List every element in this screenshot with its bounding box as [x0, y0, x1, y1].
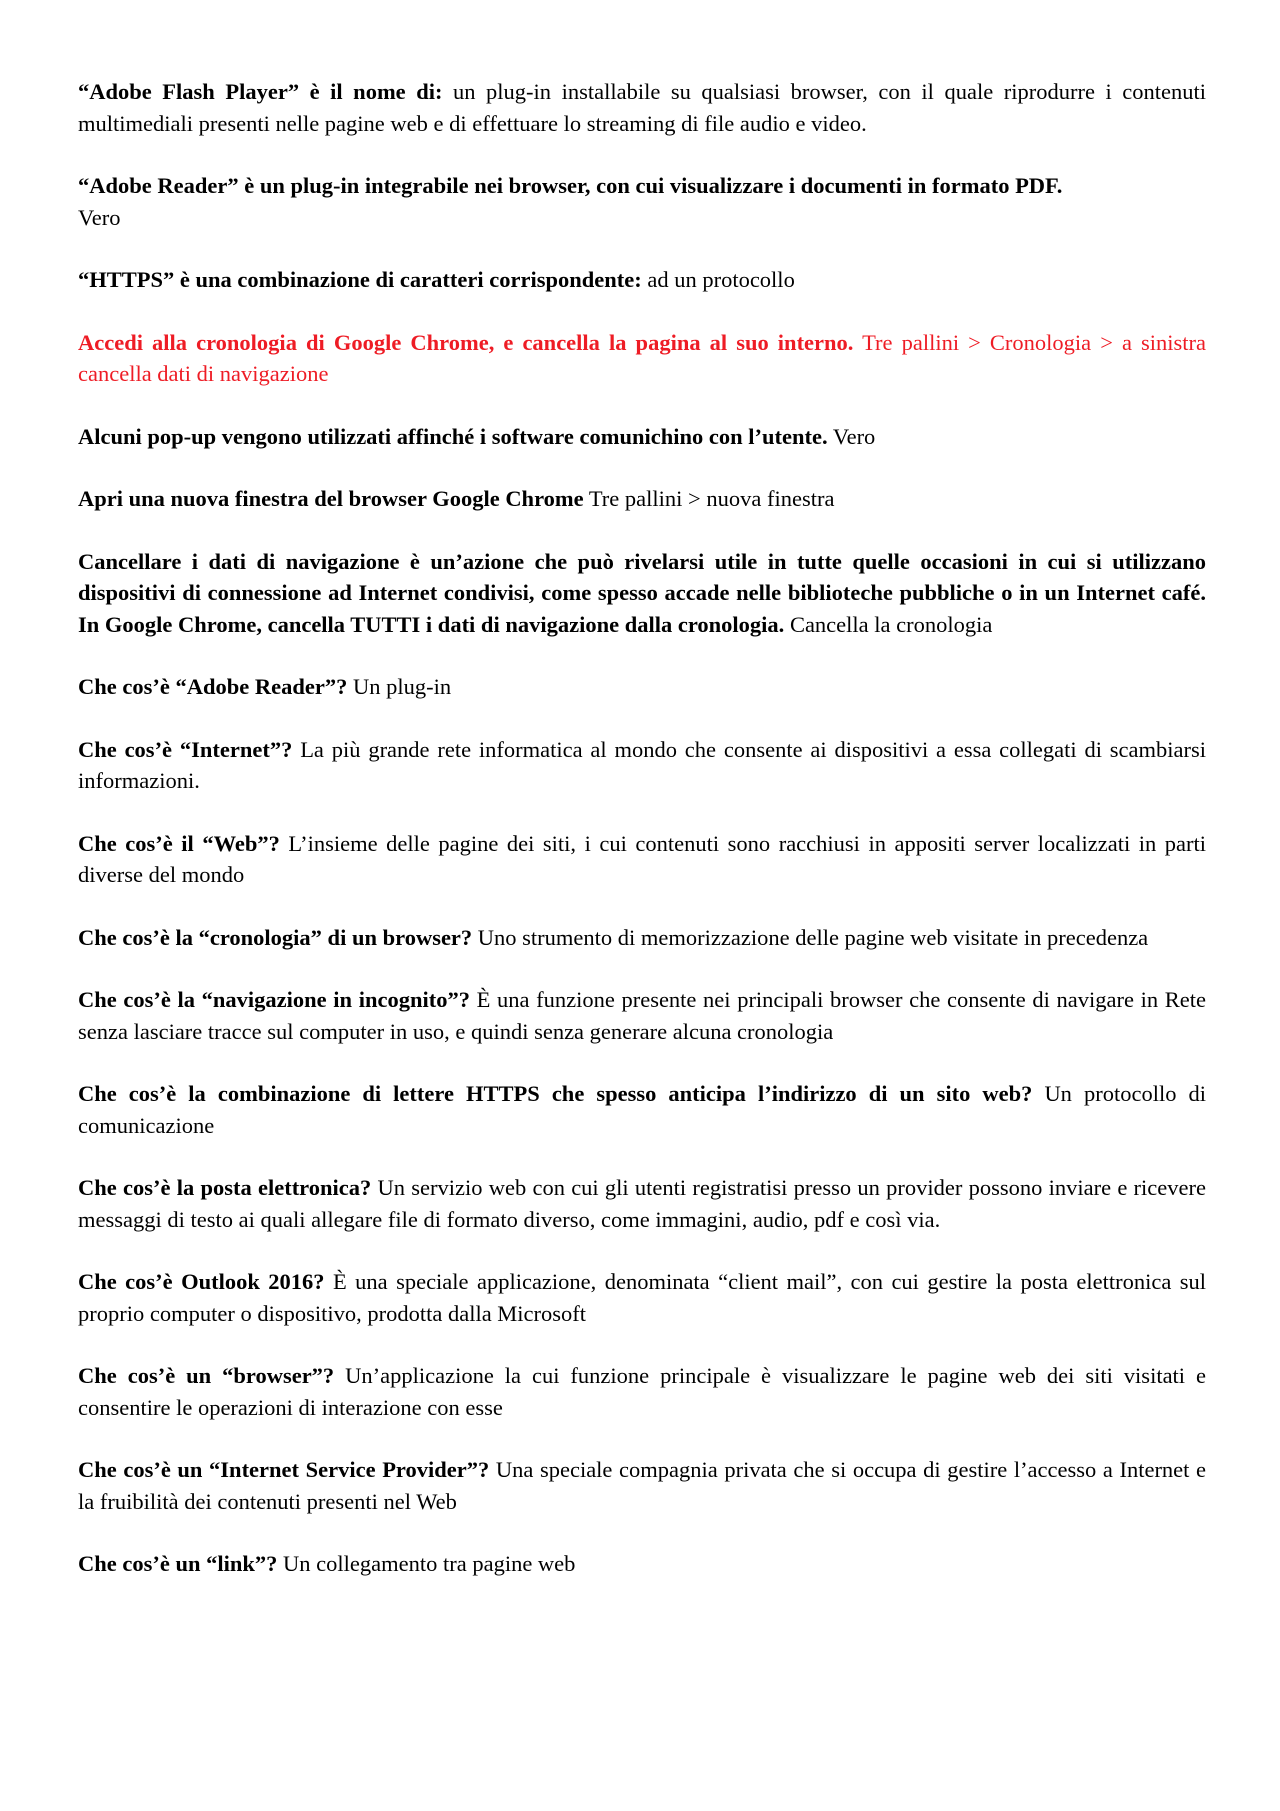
- answer-text: Un collegamento tra pagine web: [283, 1551, 576, 1576]
- qa-entry: [78, 671, 1206, 703]
- question-text: Che cos’è un “link”?: [78, 1551, 278, 1576]
- answer-text: La più grande rete informatica al mondo che consente ai dispositivi a essa collegati di scambiarsi informazioni.: [78, 736, 1207, 793]
- question-text: Che cos’è Outlook 2016?: [78, 1269, 325, 1294]
- answer-text: ad un protocollo: [647, 267, 795, 292]
- question-text: “Adobe Reader” è un plug-in integrabile nei browser, con cui visualizzare i documenti in formato PDF.: [78, 173, 1063, 198]
- question-text: Che cos’è “Internet”?: [78, 736, 293, 762]
- qa-entry: [78, 984, 1206, 1047]
- qa-entry: [78, 1360, 1206, 1423]
- qa-entry: [78, 264, 1206, 296]
- answer-text: L’insieme delle pagine dei siti, i cui contenuti sono racchiusi in appositi server localizzati in parti diverse del mondo: [78, 830, 1207, 887]
- answer-text: Un plug-in: [352, 674, 452, 699]
- document-page: [78, 76, 1206, 1611]
- qa-entry: [78, 1454, 1206, 1517]
- question-text: “Adobe Flash Player” è il nome di:: [78, 79, 443, 104]
- answer-text: Cancella la cronologia: [789, 611, 993, 637]
- question-text: Accedi alla cronologia di Google Chrome, e cancella la pagina al suo interno.: [78, 329, 854, 355]
- answer-text: un plug-in installabile su qualsiasi browser, con il quale riprodurre i contenuti multimediali presenti nelle pagine web e di effettuare lo streaming di file audio e video.: [78, 79, 1206, 136]
- qa-entry: [78, 76, 1206, 139]
- qa-entry: [78, 170, 1206, 233]
- answer-text: Uno strumento di memorizzazione delle pagine web visitate in precedenza: [477, 924, 1149, 950]
- question-text: Che cos’è “Adobe Reader”?: [78, 674, 348, 699]
- answer-text: Un servizio web con cui gli utenti registratisi presso un provider possono inviare e ricevere messaggi di testo ai quali allegare file di formato diverso, come immagini, audio, pdf e così via.: [78, 1175, 1206, 1232]
- answer-text: È una funzione presente nei principali browser che consente di navigare in Rete senza lasciare tracce sul computer in uso, e quindi senza generare alcuna cronologia: [78, 987, 1206, 1044]
- answer-text: Un’applicazione la cui funzione principale è visualizzare le pagine web dei siti visitati e consentire le operazioni di interazione con esse: [78, 1363, 1206, 1420]
- question-text: Che cos’è un “browser”?: [78, 1363, 335, 1388]
- qa-entry: [78, 1172, 1206, 1235]
- question-text: Cancellare i dati di navigazione è un’azione che può rivelarsi utile in tutte quelle occasioni in cui si utilizzano dispositivi di connessione ad Internet condivisi, come spesso accade nelle biblioteche pubbliche o in un Internet café. In Google Chrome, cancella TUTTI i dati di navigazione dalla cronologia.: [78, 548, 1206, 637]
- question-text: Che cos’è il “Web”?: [78, 830, 280, 856]
- qa-entry: [78, 922, 1206, 954]
- answer-text: Vero: [78, 204, 121, 230]
- question-text: Che cos’è un “Internet Service Provider”?: [78, 1457, 490, 1482]
- question-text: Che cos’è la posta elettronica?: [78, 1175, 372, 1200]
- answer-text: Vero: [832, 423, 876, 449]
- qa-entry: [78, 421, 1206, 453]
- question-text: Che cos’è la “navigazione in incognito”?: [78, 987, 470, 1012]
- question-text: “HTTPS” è una combinazione di caratteri corrispondente:: [78, 267, 642, 292]
- qa-entry: [78, 1078, 1206, 1141]
- question-text: Che cos’è la combinazione di lettere HTTPS che spesso anticipa l’indirizzo di un sito web?: [78, 1081, 1033, 1106]
- answer-text: Tre pallini > nuova finestra: [588, 486, 835, 511]
- qa-entry: [78, 734, 1206, 797]
- qa-entry-highlighted: [78, 327, 1206, 390]
- qa-entry: [78, 546, 1206, 641]
- question-text: Che cos’è la “cronologia” di un browser?: [78, 924, 473, 950]
- qa-entry: [78, 1266, 1206, 1329]
- question-text: Apri una nuova finestra del browser Google Chrome: [78, 486, 584, 511]
- qa-entry: [78, 483, 1206, 515]
- answer-text: Tre pallini > Cronologia > a sinistra cancella dati di navigazione: [78, 329, 1207, 386]
- qa-entry: [78, 1548, 1206, 1580]
- answer-text: Una speciale compagnia privata che si occupa di gestire l’accesso a Internet e la fruibilità dei contenuti presenti nel Web: [78, 1457, 1207, 1514]
- answer-text: È una speciale applicazione, denominata “client mail”, con cui gestire la posta elettronica sul proprio computer o dispositivo, prodotta dalla Microsoft: [78, 1269, 1206, 1326]
- question-text: Alcuni pop-up vengono utilizzati affinché i software comunichino con l’utente.: [78, 423, 828, 449]
- answer-text: Un protocollo di comunicazione: [78, 1081, 1207, 1138]
- qa-entry: [78, 828, 1206, 891]
